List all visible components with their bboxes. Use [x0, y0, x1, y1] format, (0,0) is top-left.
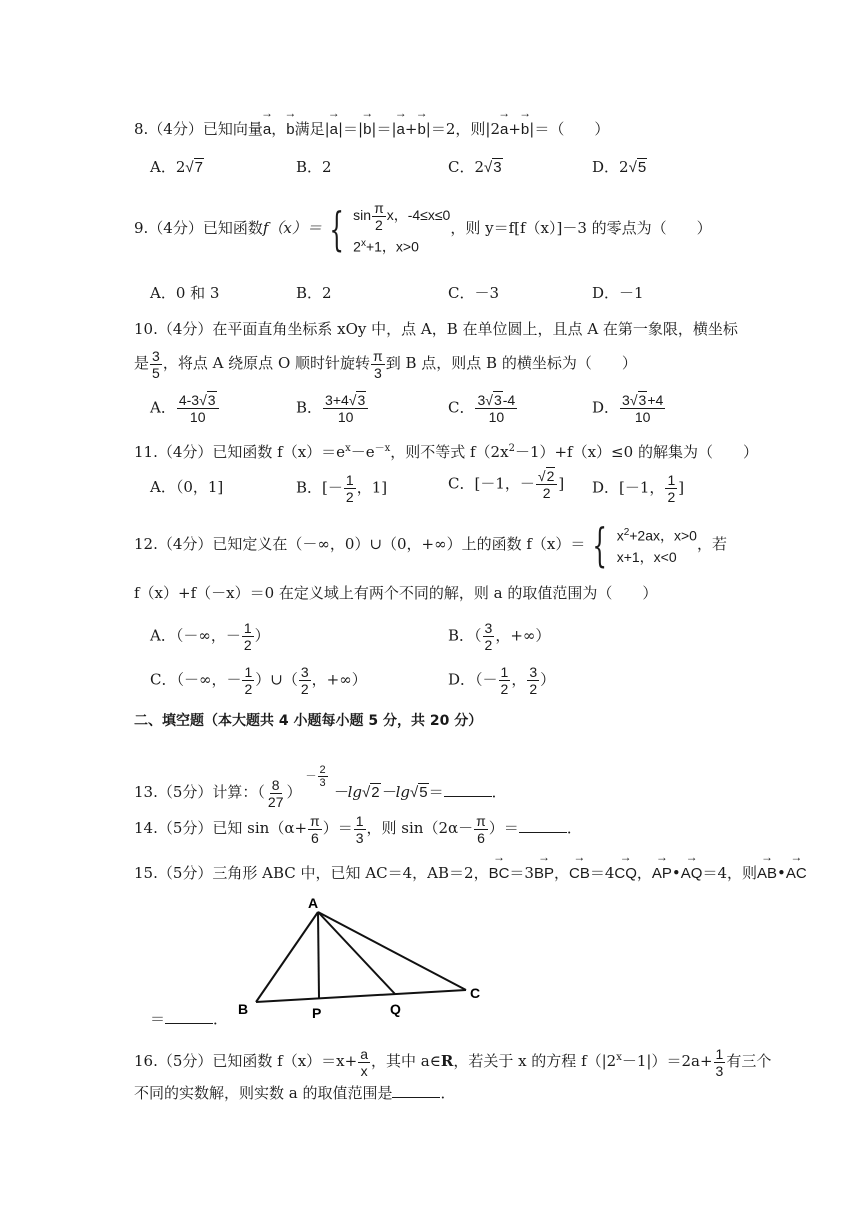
segment-ap — [318, 912, 319, 998]
question-15-answer: ＝ ． — [150, 1010, 229, 1028]
question-10-line1: 10.（4分）在平面直角坐标系 xOy 中，点 A，B 在单位圆上，且点 A 在第一象限，横坐标 — [134, 320, 738, 338]
side-bc — [256, 990, 466, 1002]
q10-option-d: D． $\frac{3√3+4}{10}$ — [592, 392, 664, 425]
q12-option-d: D．（－ $\frac{1}{2}$ ， $\frac{3}{2}$ ） — [448, 664, 556, 697]
piecewise-function: { sin $\frac{\pi}{2}$ x，-4≤x≤0 $2^x+1$，x>0 — [329, 200, 451, 256]
question-13: 13.（5分）计算：（ $\frac{8}{27}$ ）－ $\frac{2}{3}$ －lg√2－lg√5＝ ． — [134, 763, 507, 810]
triangle-figure — [230, 892, 490, 1022]
question-16-line1: 16.（5分）已知函数 f（x）＝x+ $\frac{a}{x}$ ，其中 a∈R，若关于 x 的方程 $f(|2^x-1|)=2a+$ $\frac{1}{3}$ 有三个 — [134, 1045, 772, 1079]
vector-a: → a — [263, 119, 271, 141]
section-heading-fill-in: 二、填空题（本大题共 4 小题每小题 5 分，共 20 分） — [134, 713, 483, 729]
q8-option-c: C．2√3 — [448, 158, 502, 176]
q9-option-c: C．－3 — [448, 284, 500, 302]
q10-option-c: C． $\frac{3√3-4}{10}$ — [448, 392, 516, 425]
vector-b: → b — [286, 119, 294, 141]
q9-option-b: B．2 — [296, 284, 332, 302]
side-ac — [318, 912, 466, 990]
question-8: 8.（4分）已知向量→ a，→ b满足|→ a|＝|→ b|＝|→ a+→ b|＝2，则|2→ a+→ b|＝（ ） — [134, 118, 752, 141]
question-12-line2: f（x）+f（－x）＝0 在定义域上有两个不同的解，则 a 的取值范围为（ ） — [134, 584, 658, 602]
question-11: 11.（4分）已知函数 $f(x)=e^x-e^{-x}$，则不等式 $f(2x^2-1)+f(x)\le 0$ 的解集为（ ） — [134, 443, 758, 461]
question-10-line2: 是 $\frac{3}{5}$ ，将点 A 绕原点 O 顺时针旋转 $\frac{\pi}{3}$ 到 B 点，则点 B 的横坐标为（ ） — [134, 347, 637, 381]
question-12-line1: 12.（4分）已知定义在（－∞，0）∪（0，+∞）上的函数 f（x）＝ { $x^2+2ax$，x>0 x+1，x<0 ，若 — [134, 518, 727, 572]
answer-blank[interactable] — [444, 782, 492, 797]
side-ab — [256, 912, 318, 1002]
answer-blank[interactable] — [519, 818, 567, 833]
q11-option-c: C．[－1，－ $\frac{√2}{2}$ ] — [448, 468, 565, 501]
question-9: 9.（4分）已知函数f（x）＝ { sin $\frac{\pi}{2}$ x，-4≤x≤0 $2^x+1$，x>0 ，则 y＝f[f（x）]－3 的零点为（ ） — [134, 200, 712, 256]
question-15: 15.（5分）三角形 ABC 中，已知 AC＝4，AB＝2，→ BC＝3→ BP，→ CB＝4→ CQ，→ AP•→ AQ＝4，则→ AB•→ AC — [134, 862, 752, 885]
label-q: Q — [390, 1001, 401, 1017]
q9-option-d: D．－1 — [592, 284, 644, 302]
q10-option-a: A． $\frac{4-3√3}{10}$ — [150, 392, 220, 425]
label-c: C — [470, 985, 481, 1001]
label-p: P — [312, 1005, 322, 1021]
label-a: A — [308, 895, 319, 911]
q8-option-d: D．2√5 — [592, 158, 647, 176]
q11-option-a: A．（0，1] — [150, 478, 224, 496]
q10-option-b: B． $\frac{3+4√3}{10}$ — [296, 392, 369, 425]
piecewise-function: { $x^2+2ax$，x>0 x+1，x<0 — [592, 518, 697, 572]
question-14: 14.（5分）已知 sin（α+ $\frac{\pi}{6}$ ）＝ $\frac{1}{3}$ ，则 sin（2α－ $\frac{\pi}{6}$ ）＝ ． — [134, 812, 582, 846]
q12-option-a: A．（－∞，－ $\frac{1}{2}$ ） — [150, 620, 270, 653]
q8-option-a: A．2√7 — [150, 158, 203, 176]
q9-option-a: A．0 和 3 — [150, 284, 220, 302]
sqrt-symbol: √7 — [185, 159, 203, 176]
segment-aq — [318, 912, 395, 994]
q11-option-d: D．[－1， $\frac{1}{2}$ ] — [592, 472, 685, 505]
q8-option-b: B．2 — [296, 158, 332, 176]
q12-option-b: B．（ $\frac{3}{2}$ ，+∞） — [448, 620, 551, 653]
answer-blank[interactable] — [165, 1009, 213, 1024]
q11-option-b: B．[－ $\frac{1}{2}$ ，1] — [296, 472, 388, 505]
question-16-line2: 不同的实数解，则实数 a 的取值范围是 ． — [134, 1084, 456, 1102]
q12-option-c: C．（－∞，－ $\frac{1}{2}$ ）∪（ $\frac{3}{2}$ ，+∞） — [150, 664, 367, 697]
label-b: B — [238, 1001, 249, 1017]
answer-blank[interactable] — [392, 1083, 440, 1098]
